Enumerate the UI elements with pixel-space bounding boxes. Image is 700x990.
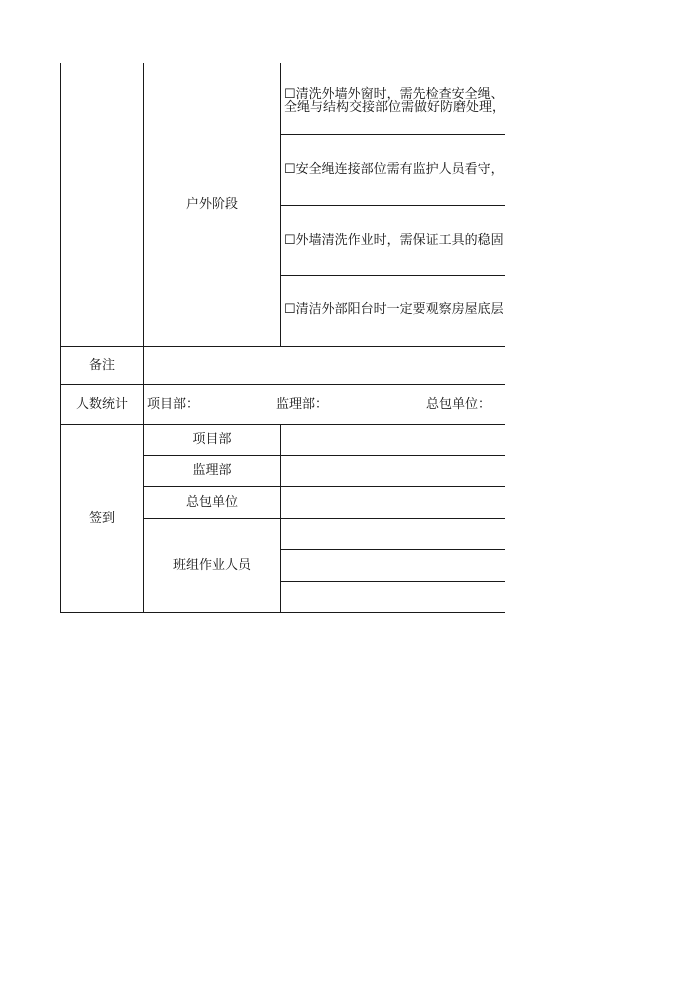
signature-cell-project-dept[interactable] — [281, 425, 505, 455]
headcount-project-dept: 项目部： — [147, 397, 200, 412]
signin-row-team-workers: 班组作业人员 — [172, 557, 251, 573]
headcount-supervision: 监理部： — [276, 397, 329, 412]
headcount-general-contractor: 总包单位： — [426, 397, 492, 412]
border-bottom — [60, 612, 505, 613]
signature-cell-worker-1[interactable] — [281, 519, 505, 549]
headcount-label: 人数统计 — [75, 396, 128, 412]
signature-cell-worker-3[interactable] — [281, 582, 505, 612]
checklist-item-4: ☐清洁外部阳台时一定要观察房屋底层 — [284, 302, 504, 317]
signature-cell-worker-2[interactable] — [281, 550, 505, 581]
row-sep-1 — [280, 134, 505, 135]
signin-row-general-contractor: 总包单位 — [185, 494, 238, 510]
stage-label: 户外阶段 — [185, 196, 238, 212]
checklist-item-3: ☐外墙清洗作业时，需保证工具的稳固 — [284, 233, 504, 248]
signature-cell-supervision[interactable] — [281, 456, 505, 486]
checklist-item-1-line-2: 全绳与结构交接部位需做好防磨处理， — [284, 100, 505, 115]
signature-cell-general-contractor[interactable] — [281, 487, 505, 518]
row-sep-2 — [280, 205, 505, 206]
checklist-item-2: ☐安全绳连接部位需有监护人员看守， — [284, 162, 504, 177]
signin-label: 签到 — [88, 510, 115, 526]
signin-row-supervision: 监理部 — [192, 463, 232, 478]
row-sep-3 — [280, 275, 505, 276]
remarks-label: 备注 — [88, 357, 115, 373]
signin-row-project-dept: 项目部 — [192, 432, 232, 447]
checklist-item-1-line-1: ☐清洗外墙外窗时，需先检查安全绳、 — [284, 87, 504, 102]
remarks-value-cell[interactable] — [144, 347, 505, 384]
